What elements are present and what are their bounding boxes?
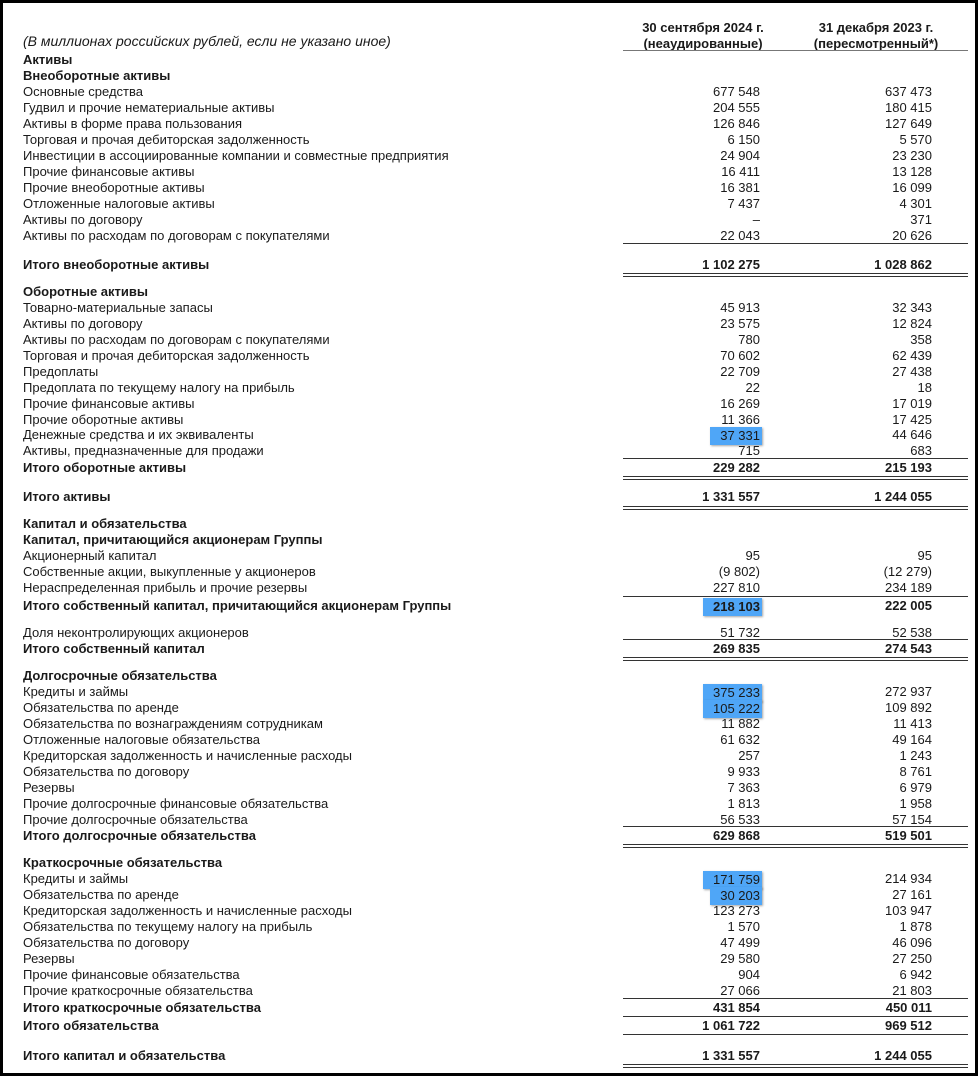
underline xyxy=(623,998,968,999)
value-2024: 904 xyxy=(738,967,760,982)
value-2024: 37 331 xyxy=(710,427,762,445)
value-2023: 1 243 xyxy=(899,748,932,763)
table-row xyxy=(3,164,975,180)
value-2023: 234 189 xyxy=(885,580,932,595)
value-2023: 8 761 xyxy=(899,764,932,779)
table-row xyxy=(3,700,975,716)
table-row xyxy=(3,300,975,316)
table-row xyxy=(3,764,975,780)
value-2023: 18 xyxy=(917,380,932,395)
table-row xyxy=(3,780,975,796)
value-2023: 16 099 xyxy=(892,180,932,195)
value-2023: 1 958 xyxy=(899,796,932,811)
value-2024: 123 273 xyxy=(713,903,760,918)
value-2024: 227 810 xyxy=(713,580,760,595)
total-row xyxy=(3,641,975,657)
value-2024: 24 904 xyxy=(720,148,760,163)
value-2023: 103 947 xyxy=(885,903,932,918)
value-2023: 358 xyxy=(910,332,932,347)
double-underline xyxy=(623,476,968,480)
value-2023: 637 473 xyxy=(885,84,932,99)
double-underline xyxy=(623,506,968,510)
row-label: Основные средства xyxy=(23,84,143,99)
row-label: Капитал и обязательства xyxy=(23,516,187,531)
value-2024: 218 103 xyxy=(703,598,762,616)
row-label: Активы в форме права пользования xyxy=(23,116,242,131)
row-label: Обязательства по аренде xyxy=(23,887,179,902)
row-label: Обязательства по текущему налогу на прибыль xyxy=(23,919,313,934)
value-2024: 11 882 xyxy=(721,716,760,731)
row-label: Активы по расходам по договорам с покупателями xyxy=(23,228,330,243)
double-underline xyxy=(623,844,968,848)
value-2023: 17 425 xyxy=(892,412,932,427)
row-label: Обязательства по договору xyxy=(23,935,190,950)
row-label: Активы, предназначенные для продажи xyxy=(23,443,264,458)
value-2023: 17 019 xyxy=(892,396,932,411)
value-2023: 969 512 xyxy=(885,1018,932,1033)
value-2023: 6 979 xyxy=(899,780,932,795)
row-label: Активы по договору xyxy=(23,212,143,227)
table-row xyxy=(3,967,975,983)
column-date: 30 сентября 2024 г. xyxy=(642,20,764,35)
table-row xyxy=(3,871,975,887)
value-2023: 215 193 xyxy=(885,460,932,475)
value-2024: 1 061 722 xyxy=(702,1018,760,1033)
value-2023: 23 230 xyxy=(892,148,932,163)
value-2023: 62 439 xyxy=(892,348,932,363)
table-row xyxy=(3,564,975,580)
section-heading xyxy=(3,52,975,68)
total-row xyxy=(3,1000,975,1016)
row-label: Товарно-материальные запасы xyxy=(23,300,213,315)
value-2023: 6 942 xyxy=(899,967,932,982)
table-row xyxy=(3,427,975,443)
value-2023: 32 343 xyxy=(892,300,932,315)
row-label: Обязательства по вознаграждениям сотрудникам xyxy=(23,716,323,731)
table-row xyxy=(3,684,975,700)
value-2024: 16 269 xyxy=(720,396,760,411)
row-label: Нераспределенная прибыль и прочие резервы xyxy=(23,580,308,595)
value-2023: 52 538 xyxy=(892,625,932,640)
table-row xyxy=(3,396,975,412)
row-label: Торговая и прочая дебиторская задолженность xyxy=(23,132,310,147)
value-2023: 95 xyxy=(917,548,932,563)
table-row xyxy=(3,732,975,748)
row-label: Прочие долгосрочные финансовые обязательства xyxy=(23,796,329,811)
row-label: Акционерный капитал xyxy=(23,548,157,563)
value-2023: 21 803 xyxy=(892,983,932,998)
total-row xyxy=(3,257,975,273)
row-label: Прочие внеоборотные активы xyxy=(23,180,205,195)
table-row xyxy=(3,100,975,116)
value-2024: 29 580 xyxy=(720,951,760,966)
value-2023: 272 937 xyxy=(885,684,932,699)
row-label: Итого краткосрочные обязательства xyxy=(23,1000,261,1015)
row-label: Итого обязательства xyxy=(23,1018,159,1033)
value-2024: 6 150 xyxy=(727,132,760,147)
underline xyxy=(623,639,968,640)
row-label: Прочие оборотные активы xyxy=(23,412,184,427)
value-2024: 171 759 xyxy=(703,871,762,889)
value-2024: – xyxy=(752,212,760,227)
row-label: Кредиты и займы xyxy=(23,871,129,886)
table-row xyxy=(3,148,975,164)
table-row xyxy=(3,116,975,132)
row-label: Собственные акции, выкупленные у акционеров xyxy=(23,564,316,579)
value-2023: 5 570 xyxy=(899,132,932,147)
value-2023: 44 646 xyxy=(892,427,932,442)
column-date: 31 декабря 2023 г. xyxy=(818,20,934,35)
underline xyxy=(623,243,968,244)
table-row xyxy=(3,951,975,967)
value-2024: 257 xyxy=(738,748,760,763)
table-row xyxy=(3,84,975,100)
table-row xyxy=(3,443,975,459)
underline xyxy=(623,458,968,459)
value-2023: 27 250 xyxy=(892,951,932,966)
underline xyxy=(623,1034,968,1035)
value-2023: 180 415 xyxy=(885,100,932,115)
row-label: Внеоборотные активы xyxy=(23,68,171,83)
section-heading xyxy=(3,532,975,548)
row-label: Прочие финансовые обязательства xyxy=(23,967,240,982)
column-header-2024 xyxy=(623,20,783,52)
row-label: Кредиты и займы xyxy=(23,684,129,699)
section-heading xyxy=(3,68,975,84)
total-row xyxy=(3,598,975,614)
row-label: Предоплаты xyxy=(23,364,99,379)
underline xyxy=(623,1016,968,1017)
row-label: Итого активы xyxy=(23,489,111,504)
table-row xyxy=(3,919,975,935)
value-2023: 13 128 xyxy=(892,164,932,179)
value-2023: 49 164 xyxy=(892,732,932,747)
row-label: Итого долгосрочные обязательства xyxy=(23,828,256,843)
value-2024: 1 331 557 xyxy=(702,1048,760,1063)
table-row xyxy=(3,380,975,396)
value-2024: 7 363 xyxy=(727,780,760,795)
value-2024: 47 499 xyxy=(720,935,760,950)
value-2024: 269 835 xyxy=(713,641,760,656)
section-heading xyxy=(3,516,975,532)
row-label: Резервы xyxy=(23,951,75,966)
total-row xyxy=(3,828,975,844)
table-row xyxy=(3,348,975,364)
row-label: Итого капитал и обязательства xyxy=(23,1048,226,1063)
value-2024: 11 366 xyxy=(721,412,760,427)
value-2023: 519 501 xyxy=(885,828,932,843)
value-2023: 109 892 xyxy=(885,700,932,715)
double-underline xyxy=(623,657,968,661)
value-2023: 57 154 xyxy=(892,812,932,827)
row-label: Обязательства по аренде xyxy=(23,700,179,715)
value-2024: 677 548 xyxy=(713,84,760,99)
underline xyxy=(623,826,968,827)
value-2024: 23 575 xyxy=(720,316,760,331)
value-2023: 222 005 xyxy=(885,598,932,613)
value-2023: 1 028 862 xyxy=(874,257,932,272)
double-underline xyxy=(623,1064,968,1068)
table-row xyxy=(3,196,975,212)
value-2023: 11 413 xyxy=(893,716,932,731)
row-label: Предоплата по текущему налогу на прибыль xyxy=(23,380,295,395)
row-label: Обязательства по договору xyxy=(23,764,190,779)
table-row xyxy=(3,180,975,196)
row-label: Отложенные налоговые активы xyxy=(23,196,215,211)
underline xyxy=(623,596,968,597)
row-label: Итого оборотные активы xyxy=(23,460,187,475)
table-row xyxy=(3,212,975,228)
value-2024: 45 913 xyxy=(720,300,760,315)
row-label: Прочие финансовые активы xyxy=(23,396,195,411)
column-note: (пересмотренный*) xyxy=(813,36,939,51)
row-label: Оборотные активы xyxy=(23,284,148,299)
row-label: Отложенные налоговые обязательства xyxy=(23,732,260,747)
row-label: Итого внеоборотные активы xyxy=(23,257,210,272)
value-2023: (12 279) xyxy=(883,564,932,579)
value-2024: 56 533 xyxy=(720,812,760,827)
table-row xyxy=(3,132,975,148)
double-underline xyxy=(623,273,968,277)
table-row xyxy=(3,887,975,903)
total-row xyxy=(3,1048,975,1064)
column-note: (неаудированные) xyxy=(643,36,763,51)
table-row xyxy=(3,935,975,951)
value-2024: 1 570 xyxy=(727,919,760,934)
section-heading xyxy=(3,855,975,871)
value-2023: 371 xyxy=(910,212,932,227)
value-2023: 450 011 xyxy=(885,1000,932,1015)
total-row xyxy=(3,1018,975,1034)
table-row xyxy=(3,748,975,764)
table-row xyxy=(3,796,975,812)
section-heading xyxy=(3,668,975,684)
row-label: Итого собственный капитал xyxy=(23,641,205,656)
value-2024: 51 732 xyxy=(720,625,760,640)
row-label: Торговая и прочая дебиторская задолженность xyxy=(23,348,310,363)
table-row xyxy=(3,580,975,596)
value-2023: 214 934 xyxy=(885,871,932,886)
underline xyxy=(623,50,968,51)
row-label: Долгосрочные обязательства xyxy=(23,668,217,683)
row-label: Кредиторская задолженность и начисленные расходы xyxy=(23,748,352,763)
value-2024: 629 868 xyxy=(713,828,760,843)
value-2024: 431 854 xyxy=(713,1000,760,1015)
column-header-2023 xyxy=(796,20,956,52)
table-row xyxy=(3,548,975,564)
value-2023: 4 301 xyxy=(899,196,932,211)
section-heading xyxy=(3,284,975,300)
value-2023: 1 244 055 xyxy=(874,1048,932,1063)
value-2024: 204 555 xyxy=(713,100,760,115)
total-row xyxy=(3,489,975,505)
value-2024: 1 813 xyxy=(727,796,760,811)
row-label: Капитал, причитающийся акционерам Группы xyxy=(23,532,323,547)
total-row xyxy=(3,460,975,476)
units-note: (В миллионах российских рублей, если не указано иное) xyxy=(23,33,391,49)
row-label: Прочие долгосрочные обязательства xyxy=(23,812,248,827)
row-label: Прочие финансовые активы xyxy=(23,164,195,179)
value-2024: 126 846 xyxy=(713,116,760,131)
value-2023: 27 161 xyxy=(892,887,932,902)
row-label: Кредиторская задолженность и начисленные расходы xyxy=(23,903,352,918)
table-row xyxy=(3,332,975,348)
value-2024: 1 102 275 xyxy=(702,257,760,272)
row-label: Итого собственный капитал, причитающийся акционерам Группы xyxy=(23,598,452,613)
value-2024: 22 043 xyxy=(720,228,760,243)
value-2023: 1 878 xyxy=(899,919,932,934)
value-2024: 22 709 xyxy=(720,364,760,379)
value-2024: 22 xyxy=(745,380,760,395)
row-label: Доля неконтролирующих акционеров xyxy=(23,625,249,640)
value-2023: 27 438 xyxy=(892,364,932,379)
row-label: Активы xyxy=(23,52,73,67)
value-2024: 30 203 xyxy=(710,887,762,905)
table-row xyxy=(3,316,975,332)
table-row xyxy=(3,716,975,732)
value-2024: 375 233 xyxy=(703,684,762,702)
row-label: Активы по договору xyxy=(23,316,143,331)
row-label: Резервы xyxy=(23,780,75,795)
value-2024: 70 602 xyxy=(720,348,760,363)
value-2024: 27 066 xyxy=(720,983,760,998)
value-2024: 229 282 xyxy=(713,460,760,475)
row-label: Краткосрочные обязательства xyxy=(23,855,223,870)
value-2023: 46 096 xyxy=(892,935,932,950)
value-2024: 9 933 xyxy=(727,764,760,779)
value-2024: 95 xyxy=(745,548,760,563)
value-2024: 16 381 xyxy=(720,180,760,195)
value-2024: 1 331 557 xyxy=(702,489,760,504)
value-2023: 683 xyxy=(910,443,932,458)
table-row xyxy=(3,412,975,428)
table-row xyxy=(3,903,975,919)
value-2023: 274 543 xyxy=(885,641,932,656)
value-2024: 7 437 xyxy=(727,196,760,211)
value-2024: 16 411 xyxy=(721,164,760,179)
row-label: Гудвил и прочие нематериальные активы xyxy=(23,100,275,115)
row-label: Инвестиции в ассоциированные компании и совместные предприятия xyxy=(23,148,449,163)
value-2024: 105 222 xyxy=(703,700,762,718)
table-row xyxy=(3,364,975,380)
value-2023: 1 244 055 xyxy=(874,489,932,504)
table-row xyxy=(3,983,975,999)
row-label: Активы по расходам по договорам с покупателями xyxy=(23,332,330,347)
value-2023: 127 649 xyxy=(885,116,932,131)
value-2024: 780 xyxy=(738,332,760,347)
value-2024: 715 xyxy=(738,443,760,458)
value-2023: 12 824 xyxy=(892,316,932,331)
row-label: Прочие краткосрочные обязательства xyxy=(23,983,253,998)
value-2024: 61 632 xyxy=(720,732,760,747)
table-row xyxy=(3,228,975,244)
row-label: Денежные средства и их эквиваленты xyxy=(23,427,254,442)
value-2024: (9 802) xyxy=(718,564,760,579)
value-2023: 20 626 xyxy=(892,228,932,243)
